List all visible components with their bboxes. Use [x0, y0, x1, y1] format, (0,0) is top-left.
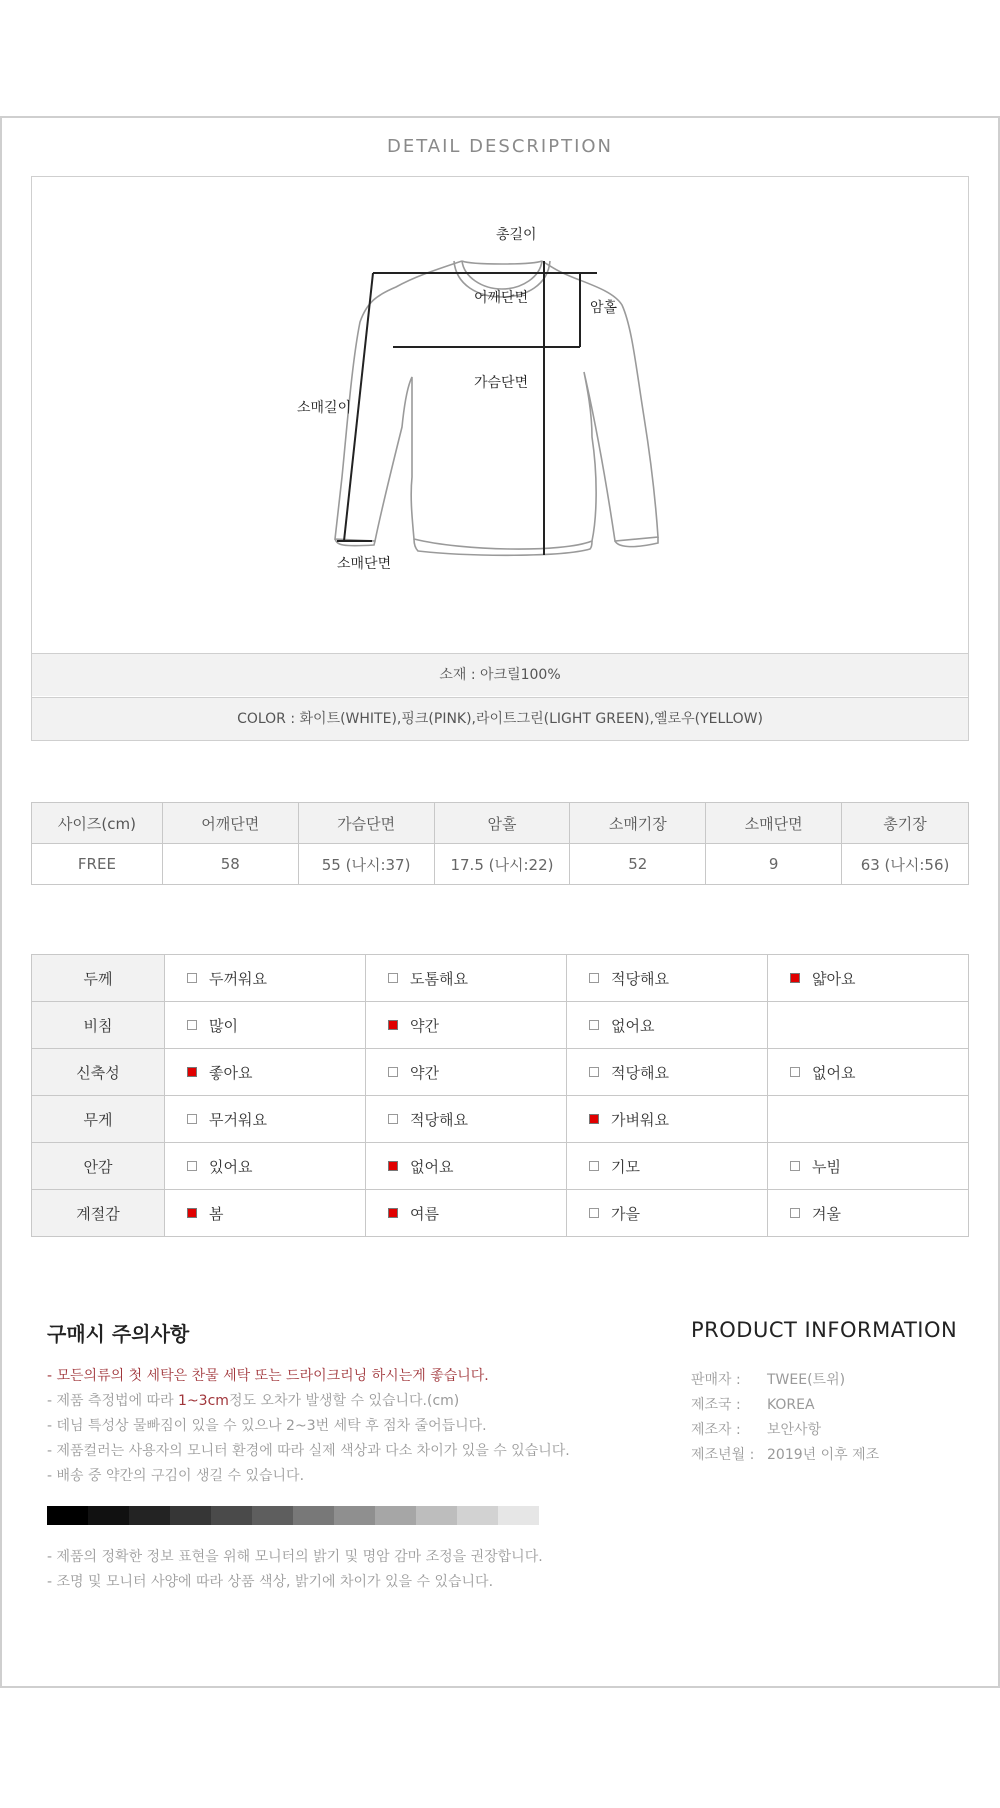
checked-box-icon: [187, 1208, 197, 1218]
sweater-illustration: [32, 177, 968, 653]
table-row: [32, 1049, 969, 1096]
notice-line: - 배송 중 약간의 구김이 생길 수 있습니다.: [47, 1468, 305, 1484]
notice-line: - 제품컬러는 사용자의 모니터 환경에 따라 실제 색상과 다소 차이가 있을 수 있습니다.: [47, 1443, 570, 1459]
diagram-box: [31, 176, 969, 741]
size-header-cell: 사이즈(cm): [32, 803, 163, 844]
unchecked-box-icon: [589, 1020, 599, 1030]
section-title: DETAIL DESCRIPTION: [386, 136, 614, 157]
notice-line: [47, 1389, 647, 1414]
fabric-attribute-label: 안감: [32, 1143, 165, 1190]
fabric-option: [567, 1143, 768, 1190]
garment-diagram: [32, 177, 968, 653]
checked-box-icon: [187, 1067, 197, 1077]
info-value: TWEE(트위): [767, 1372, 846, 1388]
notice-title: 구매시 주의사항: [47, 1322, 190, 1346]
size-cell: 17.5 (나시:22): [434, 844, 570, 885]
notice-line: - 제품의 정확한 정보 표현을 위해 모니터의 밝기 및 명암 감마 조정을 권장합니다.: [47, 1549, 543, 1565]
label-armhole: 암홀: [590, 300, 618, 316]
fabric-option-label: 없어요: [410, 1157, 454, 1176]
product-info-row: [691, 1443, 879, 1468]
info-value: KOREA: [767, 1397, 815, 1413]
material-row: 소재 : 아크릴100%: [32, 653, 968, 696]
size-cell: 9: [706, 844, 842, 885]
unchecked-box-icon: [589, 1067, 599, 1077]
notice-line: - 데님 특성상 물빠짐이 있을 수 있으나 2~3번 세탁 후 점차 줄어듭니다.: [47, 1418, 487, 1434]
fabric-option-label: 가을: [611, 1204, 640, 1223]
fabric-option-label: 겨울: [812, 1204, 841, 1223]
grayscale-swatch: [252, 1506, 293, 1525]
unchecked-box-icon: [388, 973, 398, 983]
info-value: 2019년 이후 제조: [767, 1447, 880, 1463]
grayscale-swatch: [334, 1506, 375, 1525]
fabric-option-label: 적당해요: [611, 969, 669, 988]
notice-line: - 모든의류의 첫 세탁은 찬물 세탁 또는 드라이크리닝 하시는게 좋습니다.: [47, 1368, 489, 1384]
fabric-option-label: 기모: [611, 1157, 640, 1176]
info-sep: :: [749, 1447, 755, 1463]
fabric-option: [567, 1096, 768, 1143]
fabric-option: [768, 1143, 969, 1190]
label-sleeve-length: 소매길이: [297, 400, 352, 416]
fabric-option: [366, 1096, 567, 1143]
fabric-option: [768, 955, 969, 1002]
size-cell: 63 (나시:56): [842, 844, 969, 885]
product-info-row: [691, 1368, 879, 1393]
fabric-option-label: 없어요: [611, 1016, 655, 1035]
grayscale-swatch: [293, 1506, 334, 1525]
fabric-option: [567, 1002, 768, 1049]
info-value: 보안사항: [767, 1422, 822, 1438]
size-cell: FREE: [32, 844, 163, 885]
color-row: COLOR : 화이트(WHITE),핑크(PINK),라이트그린(LIGHT GREEN),옐로우(YELLOW): [32, 697, 968, 740]
grayscale-swatch: [47, 1506, 88, 1525]
fabric-option-label: 가벼워요: [611, 1110, 669, 1129]
fabric-option-label: 도톰해요: [410, 969, 468, 988]
fabric-option-label: 무거워요: [209, 1110, 267, 1129]
notice-text: 정도 오차가 발생할 수 있습니다.(cm): [228, 1393, 460, 1409]
size-header-cell: 암홀: [434, 803, 570, 844]
info-key: 제조자: [691, 1422, 732, 1438]
fabric-attribute-label: 신축성: [32, 1049, 165, 1096]
unchecked-box-icon: [187, 1114, 197, 1124]
grayscale-swatch: [416, 1506, 457, 1525]
fabric-attribute-label: 무게: [32, 1096, 165, 1143]
fabric-attribute-label: 두께: [32, 955, 165, 1002]
fabric-attribute-label: 비침: [32, 1002, 165, 1049]
size-cell: 52: [570, 844, 706, 885]
size-header-cell: 소매기장: [570, 803, 706, 844]
product-info-row: [691, 1393, 879, 1418]
info-key: 판매자: [691, 1372, 732, 1388]
table-row: [32, 1143, 969, 1190]
fabric-attribute-label: 계절감: [32, 1190, 165, 1237]
fabric-option: [366, 1002, 567, 1049]
checked-box-icon: [388, 1020, 398, 1030]
notice-line: - 조명 및 모니터 사양에 따라 상품 색상, 밝기에 차이가 있을 수 있습니다.: [47, 1574, 494, 1590]
fabric-option-label: 적당해요: [410, 1110, 468, 1129]
table-row: [32, 1002, 969, 1049]
fabric-option: [366, 1190, 567, 1237]
checked-box-icon: [388, 1161, 398, 1171]
label-total-length: 총길이: [496, 227, 537, 243]
unchecked-box-icon: [790, 1067, 800, 1077]
grayscale-swatch: [498, 1506, 539, 1525]
monitor-notice: [47, 1545, 647, 1595]
fabric-option: [165, 955, 366, 1002]
size-cell: 58: [162, 844, 298, 885]
table-row: [32, 844, 969, 885]
fabric-option-label: 두꺼워요: [209, 969, 267, 988]
fabric-option: [768, 1190, 969, 1237]
unchecked-box-icon: [187, 973, 197, 983]
fabric-option: [165, 1096, 366, 1143]
fabric-option-label: 있어요: [209, 1157, 253, 1176]
label-sleeve-width: 소매단면: [337, 556, 392, 572]
size-table: [31, 802, 969, 885]
size-header-cell: 가슴단면: [298, 803, 434, 844]
fabric-option: [768, 1096, 969, 1143]
grayscale-swatch: [170, 1506, 211, 1525]
product-info-title: PRODUCT INFORMATION: [691, 1318, 958, 1342]
fabric-option: [165, 1143, 366, 1190]
table-row: [32, 1190, 969, 1237]
unchecked-box-icon: [589, 1161, 599, 1171]
checked-box-icon: [388, 1208, 398, 1218]
unchecked-box-icon: [187, 1161, 197, 1171]
unchecked-box-icon: [589, 1208, 599, 1218]
notice-text: - 제품 측정법에 따라: [47, 1393, 179, 1409]
size-table-header: [32, 803, 969, 844]
fabric-option-label: 얇아요: [812, 969, 856, 988]
info-sep: :: [736, 1422, 741, 1438]
fabric-option-label: 많이: [209, 1016, 238, 1035]
label-chest: 가슴단면: [474, 375, 529, 391]
grayscale-swatch: [457, 1506, 498, 1525]
grayscale-swatch: [211, 1506, 252, 1525]
info-key: 제조년월: [691, 1447, 746, 1463]
grayscale-swatch: [129, 1506, 170, 1525]
fabric-option: [165, 1002, 366, 1049]
table-row: [32, 1096, 969, 1143]
fabric-option-label: 약간: [410, 1063, 439, 1082]
size-header-cell: 소매단면: [706, 803, 842, 844]
info-key: 제조국: [691, 1397, 732, 1413]
fabric-option: [165, 1190, 366, 1237]
fabric-option-label: 여름: [410, 1204, 439, 1223]
grayscale-bar: [47, 1506, 539, 1525]
fabric-option: [567, 1190, 768, 1237]
unchecked-box-icon: [589, 973, 599, 983]
size-header-cell: 어깨단면: [162, 803, 298, 844]
fabric-table: [31, 954, 969, 1237]
checked-box-icon: [589, 1114, 599, 1124]
fabric-option: [366, 1143, 567, 1190]
fabric-option: [567, 955, 768, 1002]
fabric-option-label: 약간: [410, 1016, 439, 1035]
grayscale-swatch: [375, 1506, 416, 1525]
table-row: [32, 955, 969, 1002]
size-header-cell: 총기장: [842, 803, 969, 844]
info-sep: :: [736, 1397, 741, 1413]
notice-highlight: 1~3cm: [178, 1393, 229, 1409]
info-sep: :: [736, 1372, 741, 1388]
fabric-option-label: 봄: [209, 1204, 224, 1223]
fabric-option-label: 없어요: [812, 1063, 856, 1082]
fabric-option: [567, 1049, 768, 1096]
label-shoulder: 어깨단면: [474, 290, 529, 306]
grayscale-swatch: [88, 1506, 129, 1525]
size-cell: 55 (나시:37): [298, 844, 434, 885]
notice-list: [47, 1364, 647, 1489]
fabric-option-label: 누빔: [812, 1157, 841, 1176]
product-info-list: [691, 1368, 879, 1468]
fabric-option: [768, 1049, 969, 1096]
unchecked-box-icon: [790, 1161, 800, 1171]
checked-box-icon: [790, 973, 800, 983]
unchecked-box-icon: [790, 1208, 800, 1218]
fabric-option: [366, 955, 567, 1002]
fabric-option-label: 좋아요: [209, 1063, 253, 1082]
unchecked-box-icon: [388, 1114, 398, 1124]
fabric-option: [768, 1002, 969, 1049]
unchecked-box-icon: [388, 1067, 398, 1077]
fabric-option-label: 적당해요: [611, 1063, 669, 1082]
fabric-option: [165, 1049, 366, 1096]
fabric-option: [366, 1049, 567, 1096]
unchecked-box-icon: [187, 1020, 197, 1030]
product-info-row: [691, 1418, 879, 1443]
